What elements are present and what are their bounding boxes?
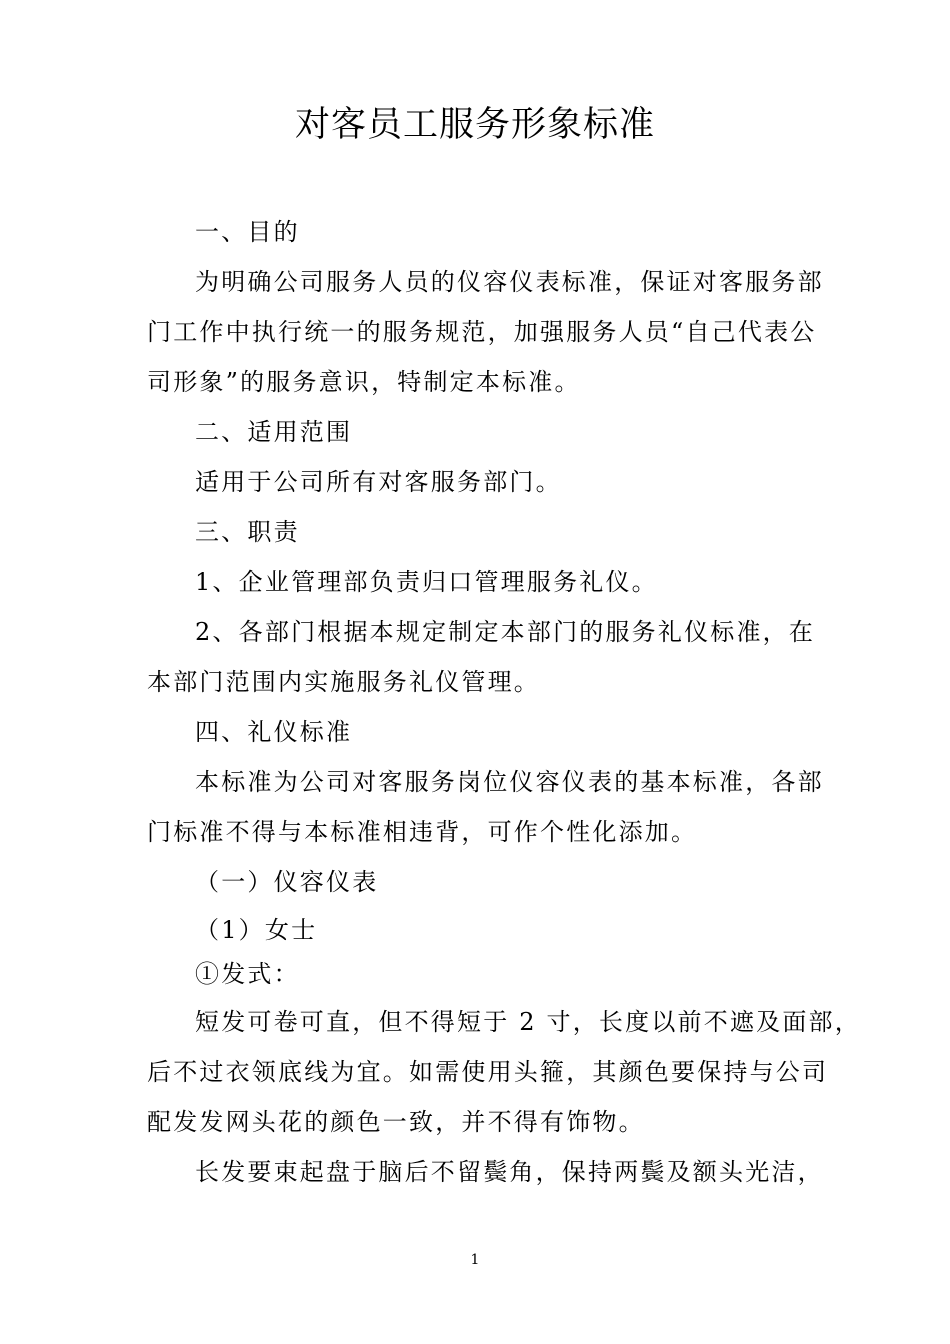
document-title: 对客员工服务形象标准 [294, 105, 655, 145]
paragraph-line: 司形象”的服务意识，特制定本标准。 [147, 368, 581, 396]
paragraph-line: 门工作中执行统一的服务规范，加强服务人员“自己代表公 [147, 318, 817, 346]
paragraph-line: 为明确公司服务人员的仪容仪表标准，保证对客服务部 [195, 268, 824, 296]
section-heading-responsibilities: 三、职责 [195, 518, 300, 546]
paragraph-line: 适用于公司所有对客服务部门。 [195, 468, 562, 496]
subsection-heading-hairstyle: ①发式： [195, 960, 300, 988]
paragraph-line: 2、各部门根据本规定制定本部门的服务礼仪标准，在 [195, 618, 816, 646]
section-heading-scope: 二、适用范围 [195, 418, 353, 446]
paragraph-line: 1、企业管理部负责归口管理服务礼仪。 [195, 568, 658, 596]
paragraph-line: 配发发网头花的颜色一致，并不得有饰物。 [147, 1108, 645, 1136]
subsection-heading-women: （1）女士 [195, 916, 318, 944]
paragraph-line: 短发可卷可直，但不得短于 2 寸，长度以前不遮及面部， [195, 1008, 861, 1036]
paragraph-line: 长发要束起盘于脑后不留鬓角，保持两鬓及额头光洁， [195, 1158, 824, 1186]
paragraph-line: 本标准为公司对客服务岗位仪容仪表的基本标准，各部 [195, 768, 824, 796]
section-heading-etiquette-standard: 四、礼仪标准 [195, 718, 353, 746]
page-number: 1 [470, 1252, 480, 1268]
subsection-heading-appearance: （一）仪容仪表 [195, 868, 379, 896]
paragraph-line: 后不过衣领底线为宜。如需使用头箍，其颜色要保持与公司 [147, 1058, 829, 1086]
section-heading-purpose: 一、目的 [195, 218, 300, 246]
paragraph-line: 门标准不得与本标准相违背，可作个性化添加。 [147, 818, 698, 846]
paragraph-line: 本部门范围内实施服务礼仪管理。 [147, 668, 540, 696]
